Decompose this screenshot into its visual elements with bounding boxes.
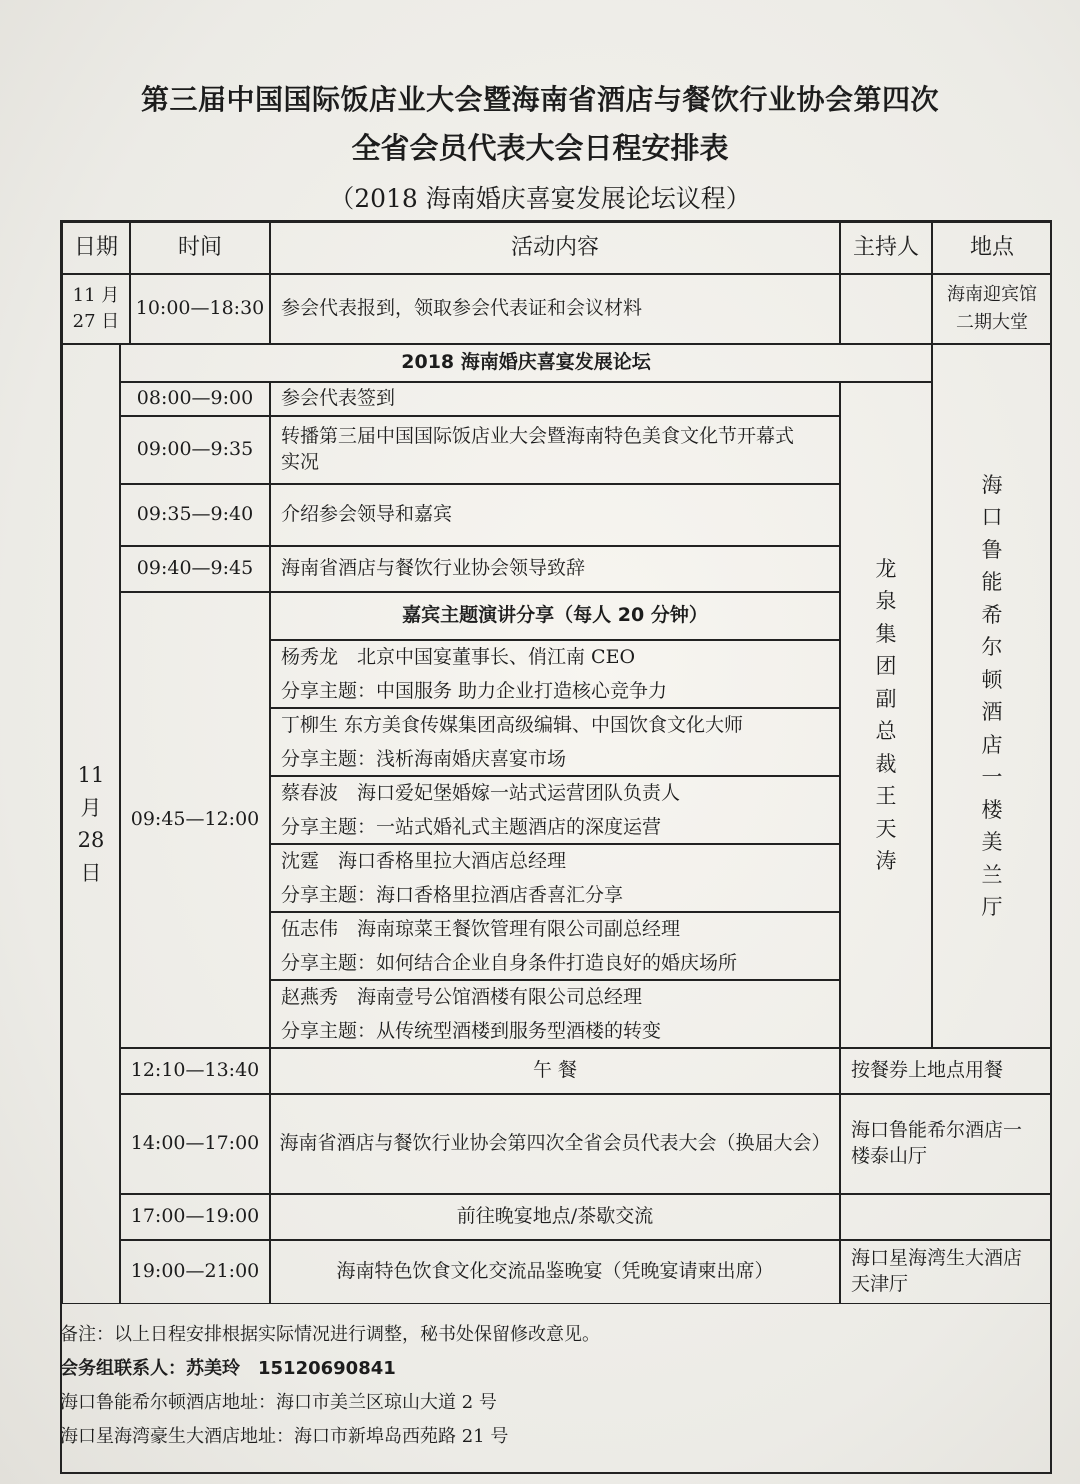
day1-venue — [932, 274, 1052, 344]
speaker-item — [270, 776, 840, 844]
speaker-name-title: 杨秀龙 北京中国宴董事长、俏江南 CEO — [281, 646, 636, 668]
host-char: 团 — [875, 654, 897, 678]
venue-char: 楼 — [981, 797, 1003, 822]
day1-venue-line1: 海南迎宾馆 — [947, 284, 1037, 305]
venue-char: 海 — [981, 472, 1003, 497]
speaker-topic: 分享主题：如何结合企业自身条件打造良好的婚庆场所 — [281, 952, 738, 974]
speaker-item — [270, 980, 840, 1048]
row-content: 参会代表签到 — [270, 382, 840, 416]
venue-char: 尔 — [981, 635, 1003, 659]
speaker-topic: 分享主题：一站式婚礼式主题酒店的深度运营 — [281, 816, 662, 838]
header-venue: 地点 — [932, 222, 1052, 274]
speaker-item — [270, 640, 840, 708]
venue-char: 兰 — [981, 862, 1003, 887]
assembly-content: 海南省酒店与餐饮行业协会第四次全省会员代表大会（换届大会） — [270, 1094, 840, 1194]
day1-date-cell — [62, 274, 130, 344]
day1-time: 10:00—18:30 — [130, 274, 270, 344]
forum-title: 2018 海南婚庆喜宴发展论坛 — [120, 344, 932, 382]
host-char: 泉 — [875, 589, 897, 613]
venue-char: 美 — [981, 830, 1003, 854]
schedule-table — [60, 220, 1052, 1474]
day1-host — [840, 274, 932, 344]
lunch-time: 12:10—13:40 — [120, 1048, 270, 1094]
speaker-topic: 分享主题：中国服务 助力企业打造核心竞争力 — [281, 680, 668, 702]
dinner-time: 19:00—21:00 — [120, 1240, 270, 1304]
day2-date-char: 月 — [80, 795, 102, 820]
row-time: 09:00—9:35 — [120, 416, 270, 484]
row-time: 09:40—9:45 — [120, 546, 270, 592]
header-host: 主持人 — [840, 222, 932, 274]
day2-date-char: 11 — [77, 763, 105, 787]
assembly-venue — [840, 1094, 1052, 1194]
row-time: 08:00—9:00 — [120, 382, 270, 416]
header-time: 时间 — [130, 222, 270, 274]
header-content: 活动内容 — [270, 222, 840, 274]
day2-date-cell — [62, 344, 120, 1304]
document-header — [0, 70, 1080, 215]
contact-line: 会务组联系人：苏美玲 15120690841 — [60, 1358, 396, 1379]
speaker-name-title: 赵燕秀 海南壹号公馆酒楼有限公司总经理 — [281, 986, 643, 1008]
assembly-venue-line2: 楼泰山厅 — [851, 1145, 928, 1167]
dinner-venue-line2: 天津厅 — [851, 1273, 909, 1295]
venue-char: 顿 — [981, 667, 1003, 692]
venue-char: 鲁 — [981, 537, 1003, 562]
address-line: 海口星海湾豪生大酒店地址：海口市新埠岛西苑路 21 号 — [60, 1426, 509, 1447]
venue-char: 酒 — [981, 700, 1003, 724]
venue-char: 口 — [981, 505, 1003, 529]
day1-date-day: 27 日 — [72, 311, 120, 332]
speaker-topic: 分享主题：海口香格里拉酒店香喜汇分享 — [281, 884, 624, 906]
speaker-item — [270, 844, 840, 912]
row-content: 介绍参会领导和嘉宾 — [270, 484, 840, 546]
speaker-topic: 分享主题：从传统型酒楼到服务型酒楼的转变 — [281, 1020, 662, 1042]
host-char: 集 — [875, 621, 897, 646]
day2-venue-cell — [932, 344, 1052, 1048]
venue-char: 一 — [981, 765, 1003, 789]
venue-char: 能 — [981, 570, 1003, 594]
transfer-content: 前往晚宴地点/茶歇交流 — [270, 1194, 840, 1240]
row-content: 海南省酒店与餐饮行业协会领导致辞 — [270, 546, 840, 592]
dinner-content: 海南特色饮食文化交流品鉴晚宴（凭晚宴请柬出席） — [270, 1240, 840, 1304]
title-line-3: （2018 海南婚庆喜宴发展论坛议程） — [329, 184, 751, 213]
day2-host-cell — [840, 382, 932, 1048]
speaker-item — [270, 912, 840, 980]
venue-char: 希 — [981, 602, 1003, 627]
dinner-venue — [840, 1240, 1052, 1304]
row-time: 09:35—9:40 — [120, 484, 270, 546]
row-content-line1: 转播第三届中国国际饭店业大会暨海南特色美食文化节开幕式 — [281, 425, 795, 448]
speaker-item — [270, 708, 840, 776]
venue-char: 店 — [981, 732, 1003, 757]
day1-venue-line2: 二期大堂 — [956, 312, 1028, 333]
lunch-content: 午 餐 — [270, 1048, 840, 1094]
assembly-time: 14:00—17:00 — [120, 1094, 270, 1194]
day1-content: 参会代表报到，领取参会代表证和会议材料 — [270, 274, 840, 344]
lunch-venue: 按餐券上地点用餐 — [840, 1048, 1052, 1094]
title-line-1: 第三届中国国际饭店业大会暨海南省酒店与餐饮行业协会第四次 — [140, 83, 939, 116]
address-line: 海口鲁能希尔顿酒店地址：海口市美兰区琼山大道 2 号 — [60, 1392, 497, 1413]
host-char: 副 — [875, 686, 897, 711]
venue-char: 厅 — [981, 895, 1003, 919]
header-date: 日期 — [62, 222, 130, 274]
speech-time: 09:45—12:00 — [120, 592, 270, 1048]
row-content — [270, 416, 840, 484]
host-char: 总 — [875, 719, 897, 743]
title-line-2: 全省会员代表大会日程安排表 — [351, 131, 729, 165]
day1-date-month: 11 月 — [72, 285, 120, 306]
speaker-topic: 分享主题：浅析海南婚庆喜宴市场 — [281, 748, 567, 770]
speaker-name-title: 蔡春波 海口爱妃堡婚嫁一站式运营团队负责人 — [281, 782, 681, 804]
day2-date-char: 28 — [77, 828, 105, 852]
row-content-line2: 实况 — [281, 451, 320, 473]
footer-notes — [60, 1318, 1040, 1454]
host-char: 王 — [875, 784, 897, 808]
dinner-venue-line1: 海口星海湾生大酒店 — [851, 1247, 1023, 1270]
remark-line: 备注：以上日程安排根据实际情况进行调整，秘书处保留修改意见。 — [60, 1324, 600, 1345]
day2-date-char: 日 — [80, 860, 102, 885]
speaker-name-title: 沈霆 海口香格里拉大酒店总经理 — [281, 850, 567, 872]
transfer-time: 17:00—19:00 — [120, 1194, 270, 1240]
transfer-venue — [840, 1194, 1052, 1240]
host-char: 涛 — [875, 849, 897, 873]
host-char: 裁 — [875, 751, 897, 776]
speech-section-title: 嘉宾主题演讲分享（每人 20 分钟） — [270, 592, 840, 640]
speaker-name-title: 伍志伟 海南琼菜王餐饮管理有限公司副总经理 — [281, 918, 681, 940]
host-char: 天 — [875, 816, 897, 841]
host-char: 龙 — [875, 556, 897, 581]
assembly-venue-line1: 海口鲁能希尔酒店一 — [851, 1119, 1023, 1142]
speaker-name-title: 丁柳生 东方美食传媒集团高级编辑、中国饮食文化大师 — [281, 714, 744, 736]
